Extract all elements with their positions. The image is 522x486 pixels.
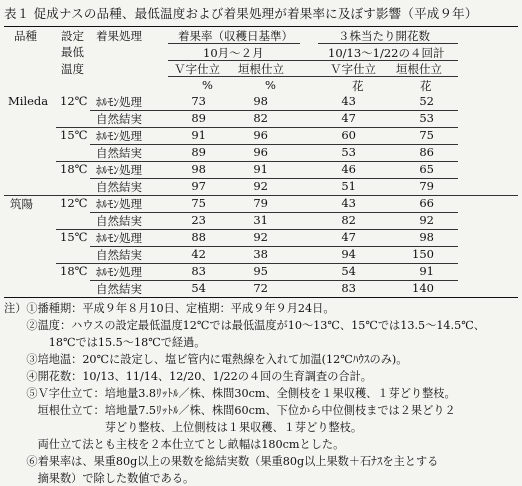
row-h-rate: 92 [253,230,268,244]
row-rule [90,110,458,111]
header-v-training: Ｖ字仕立 [174,62,220,76]
row-v-flower: 47 [341,111,356,125]
header-v-training-2: Ｖ字仕立 [330,62,376,76]
note-line: ②温度：ハウスの設定最低温度12℃では最低温度が10〜13℃、15℃では13.5〜14.5℃、 [4,319,485,332]
row-h-rate: 72 [253,281,268,295]
row-v-flower: 43 [341,196,356,210]
table-bottom-rule [4,297,518,298]
note-line: ⑤Ｖ字仕立て：培地量3.8ﾘｯﾄﾙ／株、株間30cm、全側枝を１果収穫、１芽どり整枝。 [4,387,456,400]
row-v-flower: 83 [341,281,356,295]
note-line: ③培地温：20℃に設定し、塩ビ管内に電熱線を入れて加温(12℃ﾊｳｽのみ)。 [4,353,408,366]
header-hedge-training: 垣根仕立 [238,62,284,76]
header-rule-under-training [168,76,458,77]
row-v-rate: 88 [191,230,206,244]
row-treatment: 自然結実 [96,180,142,194]
row-h-rate: 96 [253,128,268,142]
row-variety: 筑陽 [10,197,33,211]
header-hedge-training-2: 垣根仕立 [396,62,442,76]
note-line: 垣根仕立て：培地量7.5ﾘｯﾄﾙ／株、株間60cm、下位から中位側枝までは２果どり２ [4,404,456,417]
unit-pct-2: % [265,78,276,92]
row-v-flower: 60 [341,128,356,142]
row-h-rate: 79 [253,196,268,210]
row-v-rate: 75 [191,196,206,210]
unit-flower-1: 花 [352,79,364,93]
header-setting-1: 設定 [61,29,84,43]
header-flower-count: ３株当たり開花数 [338,29,430,43]
row-h-rate: 92 [253,179,268,193]
row-h-flower: 75 [419,128,434,142]
row-v-flower: 46 [341,162,356,176]
header-rule-flower [318,43,458,44]
row-h-rate: 82 [253,111,268,125]
row-h-flower: 92 [419,213,434,227]
row-h-rate: 31 [253,213,268,227]
unit-flower-2: 花 [420,79,432,93]
note-line: 摘果数）で除した数値である。 [4,472,195,485]
row-v-rate: 73 [191,94,206,108]
row-v-rate: 89 [191,145,206,159]
header-treatment: 着果処理 [96,29,142,43]
header-variety: 品種 [14,29,37,43]
row-v-rate: 91 [191,128,206,142]
row-v-rate: 89 [191,111,206,125]
row-rule [90,246,458,247]
row-v-rate: 23 [191,213,206,227]
header-fruit-rate: 着果率（収穫日基準） [178,29,293,43]
row-treatment: ﾎﾙﾓﾝ処理 [96,231,142,245]
row-temp: 18℃ [60,162,88,176]
row-v-flower: 94 [341,247,356,261]
row-treatment: 自然結実 [96,282,142,296]
header-fruit-period: 10月〜２月 [203,46,264,60]
row-temp: 18℃ [60,264,88,278]
row-treatment: ﾎﾙﾓﾝ処理 [96,163,142,177]
row-rule [90,178,458,179]
table-title: 表１ 促成ナスの品種、最低温度および着果処理が着果率に及ぼす影響（平成９年） [4,6,478,21]
header-rule-fruit [168,43,300,44]
row-v-flower: 51 [341,179,356,193]
row-v-rate: 42 [191,247,206,261]
row-treatment: 自然結実 [96,248,142,262]
row-treatment: 自然結実 [96,214,142,228]
header-flower-period: 10/13〜1/22の４回計 [328,46,445,60]
note-line: 芽どり整枝、上位側枝は１果収穫、１芽どり整枝。 [4,421,363,434]
row-h-flower: 53 [419,111,434,125]
row-rule [90,144,458,145]
row-treatment: 自然結実 [96,146,142,160]
row-h-rate: 98 [253,94,268,108]
row-v-rate: 97 [191,179,206,193]
table-top-rule [4,26,518,27]
row-h-flower: 140 [412,281,434,295]
row-h-flower: 52 [419,94,434,108]
row-variety: Mileda [8,94,49,108]
row-h-flower: 66 [419,196,434,210]
row-temp: 15℃ [60,230,88,244]
row-h-flower: 65 [419,162,434,176]
row-treatment: ﾎﾙﾓﾝ処理 [96,265,142,279]
unit-pct-1: % [202,78,213,92]
row-treatment: ﾎﾙﾓﾝ処理 [96,197,142,211]
row-v-flower: 54 [341,264,356,278]
row-temp: 15℃ [60,128,88,142]
row-treatment: ﾎﾙﾓﾝ処理 [96,129,142,143]
row-v-flower: 82 [341,213,356,227]
row-rule [90,212,458,213]
row-v-flower: 43 [341,94,356,108]
note-line: ⑥着果率は、果重80g以上の果数を総結実数（果重80g以上果数＋石ﾅｽを主とする [4,455,439,468]
row-v-flower: 53 [341,145,356,159]
row-temp: 12℃ [60,94,88,108]
note-line: ④開花数：10/13、11/14、12/20、1/22の４回の生育調査の合計。 [4,370,372,383]
row-h-flower: 150 [412,247,434,261]
row-h-rate: 96 [253,145,268,159]
row-h-flower: 98 [419,230,434,244]
row-h-flower: 86 [419,145,434,159]
row-h-flower: 91 [419,264,434,278]
row-rule [90,280,458,281]
row-h-rate: 95 [253,264,268,278]
row-v-rate: 54 [191,281,206,295]
row-v-rate: 83 [191,264,206,278]
row-h-rate: 91 [253,162,268,176]
row-v-flower: 47 [341,230,356,244]
row-h-flower: 79 [419,179,434,193]
header-setting-2: 最低 [61,45,84,59]
row-treatment: 自然結実 [96,112,142,126]
note-line: 両仕立て法とも主枝を２本仕立てとし畝幅は180cmとした。 [4,438,345,451]
row-v-rate: 98 [191,162,206,176]
row-treatment: ﾎﾙﾓﾝ処理 [96,95,142,109]
note-line: 18℃では15.5〜18℃で経過。 [4,336,206,349]
row-temp: 12℃ [60,196,88,210]
header-setting-3: 温度 [61,62,84,76]
note-line: 注）①播種期：平成９年８月10日、定植期：平成９年９月24日。 [4,302,335,315]
row-h-rate: 38 [253,247,268,261]
